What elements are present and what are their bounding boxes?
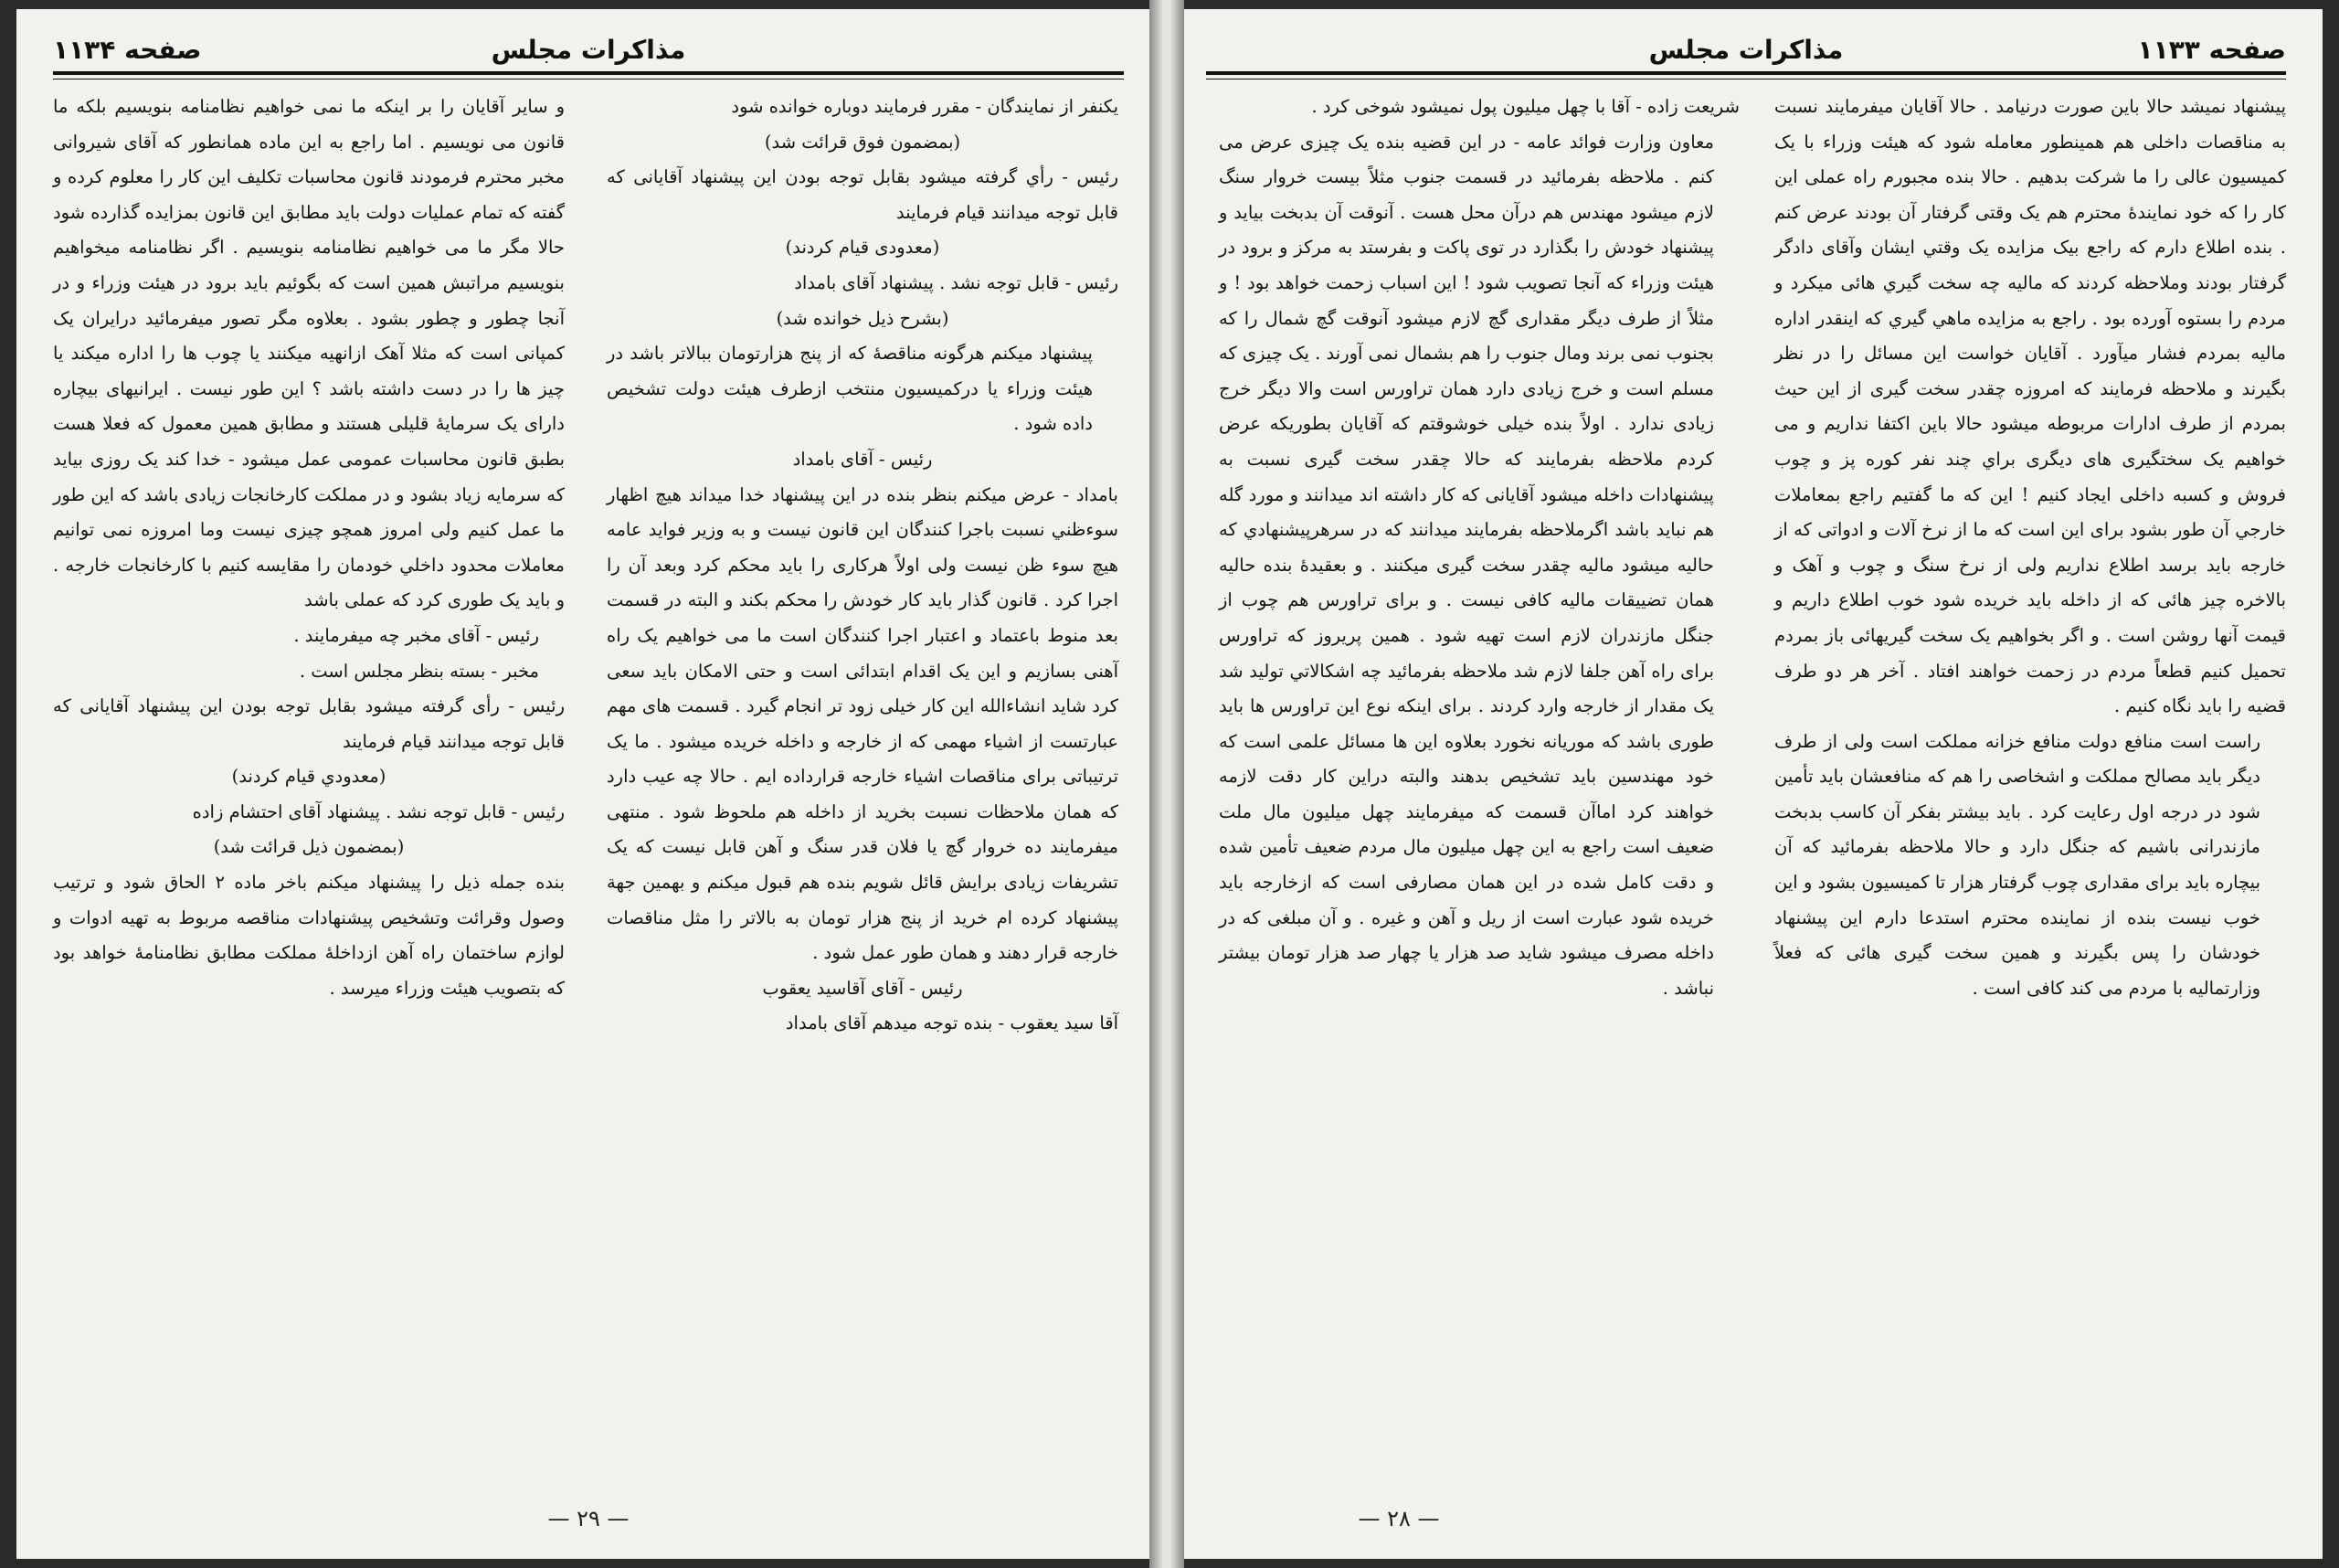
paragraph: آقا سید یعقوب - بنده توجه میدهم آقای بامداد (785, 1012, 1118, 1034)
left-page-number: صفحه ۱۱۳۴ (53, 35, 202, 65)
paragraph: بنده جمله ذیل را پیشنهاد میکنم باخر ماده ۲ الحاق شود و ترتیب وصول وقرائت وتشخیص پیشنهادات مناقصه مربوط به تهیه ادوات و لوازم ساختمان راه آهن ازداخلهٔ مملکت مطابق نظامنامهٔ خواهد بود که بتصویب هیئت وزراء میرسد . (53, 872, 565, 999)
right-header-rule (1206, 71, 2286, 79)
paragraph: راست است منافع دولت منافع خزانه مملکت است ولی از طرف دیگر باید مصالح مملکت و اشخاصی را هم که منافعشان باید تأمین شود در درجه اول رعایت کرد . باید بیشتر بفکر آن کاسب بدبخت مازندرانی باشیم که جنگل دارد و حالا ملاحظه بفرمائید که آن بیچاره باید برای مقداری چوب گرفتار هزار تا کمیسیون بشود و این خوب نیست بنده از نماینده محترم استدعا دارم این پیشنهاد خودشان را پس بگیرند و همین سخت گیری هائی که فعلاً وزارتمالیه با مردم می کند کافی است . (1774, 730, 2260, 999)
left-page-right-column (607, 90, 1118, 1515)
right-page-left-column (1219, 90, 1740, 1515)
paragraph: رئیس - رأي گرفته میشود بقابل توجه بودن این پیشنهاد آقایانی که قابل توجه میدانند قیام فرمایند (607, 166, 1118, 223)
right-page-title: مذاکرات مجلس (1648, 35, 1844, 65)
paragraph: بامداد - عرض میکنم بنظر بنده در این پیشنهاد خدا میداند هیچ اظهار سوءظني نسبت باجرا کنندگان این قانون نیست و به وزیر فواید عامه هیچ سوء ظن نیست ولی اولاً هرکاری را باید محکم کرد وبعد آن را اجرا کرد . قانون گذار باید کار خودش را محکم بکند و البته در قسمت بعد منوط باعتماد و اعتبار اجرا کنندگان است ما می خواهیم یک راه آهنی بسازیم و این یک اقدام ابتدائی است و حتی الامکان باید سعی کرد شاید انشاءالله این کار خیلی زود تر انجام گیرد . قسمت های مهم عبارتست از اشیاء مهمی که از خارجه و داخله خریده میشود . ما یک ترتیباتی برای مناقصات اشیاء خارجه قرارداده ایم . حالا چه عیب دارد که همان ملاحظات نسبت بخرید از داخله هم ملحوظ شود . منتهی میفرمایند ده خروار گچ یا فلان قدر سنگ و آهن قابل نیست که یک تشریفات زیادی برایش قائل شویم بنده هم قبول میکنم و بهمین جهة پیشنهاد کرده ام خرید از پنج هزار تومان به بالاتر را مثل مناقصات خارجه قرار دهند و همان طور عمل شود . (607, 483, 1118, 964)
left-header-rule (53, 71, 1124, 79)
right-page (1170, 9, 2323, 1559)
paragraph: رئیس - قابل توجه نشد . پیشنهاد آقای احتشام زاده (192, 800, 565, 822)
left-page-header (53, 35, 1124, 69)
right-page-number: صفحه ۱۱۳۳ (2137, 35, 2286, 65)
paragraph: رئیس - قابل توجه نشد . پیشنهاد آقای بامداد (794, 271, 1118, 293)
left-page-title: مذاکرات مجلس (491, 35, 686, 65)
left-page-folio: — ۲۹ — (547, 1506, 630, 1531)
paragraph: (بمضمون فوق قرائت شد) (764, 131, 961, 153)
paragraph: یکنفر از نمایندگان - مقرر فرمایند دوباره خوانده شود (731, 96, 1118, 117)
paragraph: (معدودی قیام کردند) (785, 237, 940, 259)
paragraph: رئیس - آقای بامداد (792, 448, 933, 470)
paragraph: پیشنهاد میکنم هرگونه مناقصهٔ که از پنج هزارتومان ببالاتر باشد در هیئت وزراء یا درکمیسیون منتخب ازطرف هیئت دولت تشخیص داده شود . (607, 343, 1093, 435)
paragraph: و سایر آقایان را بر اینکه ما نمی خواهیم نظامنامه بنویسیم بلکه ما قانون می نویسیم . اما راجع به این ماده همانطور که آقای شیروانی مخبر محترم فرمودند قانون محاسبات تکلیف این کار را معلوم کرده و گفته که تمام عملیات دولت باید مطابق این قانون بمزایده گذارده شود حالا مگر ما می خواهیم نظامنامه بنویسیم . اگر نظامنامه میخواهیم بنویسیم مراتبش همین است که بگوئیم باید برود در هیئت وزراء و در آنجا چطور و چطور بشود . بعلاوه مگر تصور میفرمائید درایران یک کمپانی است که مثلا آهک ازانهیه میکنند یا چوب ها را اداره میکند یا چیز ها را در دست داشته باشد ؟ این طور نیست . ایرانیهای بیچاره دارای یک سرمایهٔ قلیلی هستند و مطابق همین معمول که فعلا هست بطبق قانون محاسبات عمومی عمل میشود - خدا کند یک روزی بیاید که سرمایه زیاد بشود و در مملکت کارخانجات زیادی باشد که این طور ما عمل کنیم ولی امروز همچو چیزی نیست وما امروزه نمی توانیم معاملات محدود داخلي خودمان را مقایسه کنیم با کارخانجات خارجه . و باید یک طوری کرد که عملی باشد (53, 96, 565, 611)
paragraph: (بشرح ذیل خوانده شد) (776, 307, 949, 329)
paragraph: پیشنهاد نمیشد حالا باین صورت درنیامد . حالا آقایان میفرمایند نسبت به مناقصات داخلی هم همینطور معامله شود که هیئت وزراء با یک کمیسیون عالی را ما شرکت بدهیم . حالا بنده مجبورم راه عملی این کار را که خود نمایندهٔ محترم هم یک وقتی گرفتار آن بودند عرض کنم . بنده اطلاع دارم که راجع بیک مزایده یک وقتي ایشان وآقای دادگر گرفتار بودند وملاحظه کردند که مالیه چه سخت گیري هائی میکرد و مردم را بستوه آورده بود . راجع به مزایده ماهي گیري که اینقدر اداره مالیه بمردم فشار میآورد . آقایان خواست این مسائل را در نظر بگیرند و ملاحظه فرمایند که امروزه چقدر سخت گیری از این حیث بمردم از طرف ادارات مربوطه میشود حالا باین اکتفا نداریم و می خواهیم یک سختگیری های دیگری براي چند نفر کوره پز و چوب فروش و کسبه داخلی ایجاد کنیم ! این که ما گفتیم راجع بمعاملات خارجي آن طور بشود برای این است که ما از نرخ آلات و ادواتی که از خارجه باید برسد اطلاع نداریم ولی از نرخ سنگ و چوب و آهک و بالاخره چیز هائی که از داخله باید خریده شود خوب اطلاع داریم و قیمت آنها روشن است . و اگر بخواهیم یک سخت گیریهائی باز بمردم تحمیل کنیم قطعاً مردم در زحمت خواهند افتاد . آخر هر دو طرف قضیه را باید نگاه کنیم . (1774, 96, 2286, 717)
right-page-right-column (1774, 90, 2286, 1515)
right-page-header (1206, 35, 2286, 69)
book-gutter (1149, 0, 1184, 1568)
paragraph: (معدودي قیام کردند) (231, 766, 386, 788)
left-page (16, 9, 1160, 1559)
paragraph: رئیس - آقای آقاسید یعقوب (762, 977, 963, 999)
paragraph: رئیس - رأی گرفته میشود بقابل توجه بودن این پیشنهاد آقایانی که قابل توجه میدانند قیام فرمایند (53, 695, 565, 752)
paragraph: رئیس - آقای مخبر چه میفرمایند . (293, 624, 539, 646)
paragraph: مخبر - بسته بنظر مجلس است . (299, 660, 539, 682)
paragraph: (بمضمون ذیل قرائت شد) (213, 836, 405, 858)
left-page-left-column (53, 90, 565, 1515)
paragraph: معاون وزارت فوائد عامه - در این قضیه بنده یک چیزی عرض می کنم . ملاحظه بفرمائید در قسمت جنوب مثلاً بیست خروار سنگ لازم میشود مهندس هم درآن محل هست . آنوقت آن بدبخت بیاید و پیشنهاد خودش را بگذارد در توی پاکت و بفرستد به مرکز و برود در هیئت وزراء که آنجا تصویب شود ! این اسباب زحمت خواهد بود ! و مثلاً از طرف دیگر مقداری گچ لازم میشود آنوقت گچ شمال را که بجنوب نمی برند ومال جنوب را هم بشمال نمی آورند . یک چیزی که مسلم است و خرج زیادی دارد همان تراورس است والا دیگر خرج زیادی ندارد . اولاً بنده خیلی خوشوقتم که آقایان بطوریکه عرض کردم ملاحظه بفرمایند که حالا چقدر سخت گیری نسبت به پیشنهادات داخله میشود آقایانی که کار داشته اند میدانند و مورد گله هم نباید باشد اگرملاحظه بفرمایند میدانند که در سرهرپیشنهادي که حالیه میشود مالیه چقدر سخت گیری میکنند . و بعقیدهٔ بنده حالیه همان تضییقات مالیه کافی نیست . و برای تراورس هم چوب از جنگل مازندران لازم است تهیه شود . همین پریروز که تراورس برای راه آهن جلفا لازم شد ملاحظه بفرمائید چه اشکالاتي تولید شد یک مقدار از خارجه وارد کردند . برای اینکه نوع این تراورس ها باید طوری باشد که موریانه نخورد بعلاوه این ها مسائل علمی است که خود مهندسین باید تشخیص بدهند والبته دراین کار دقت لازمه خواهند کرد اماآن قسمت که میفرمایند چهل میلیون مال ملت ضعیف است راجع به این چهل میلیون مال مردم ضعیف تأمین شده و دقت کامل شده در این همان مصارفی است که ازخارجه باید خریده شود عبارت است از ریل و آهن و غیره . و آن مبلغی که در داخله مصرف میشود شاید صد هزار یا چهار صد هزار تومان بیشتر نباشد . (1218, 131, 1714, 999)
paragraph: شریعت زاده - آقا با چهل میلیون پول نمیشود شوخی کرد . (1311, 96, 1740, 117)
right-page-folio: — ۲۸ — (1358, 1506, 1440, 1531)
